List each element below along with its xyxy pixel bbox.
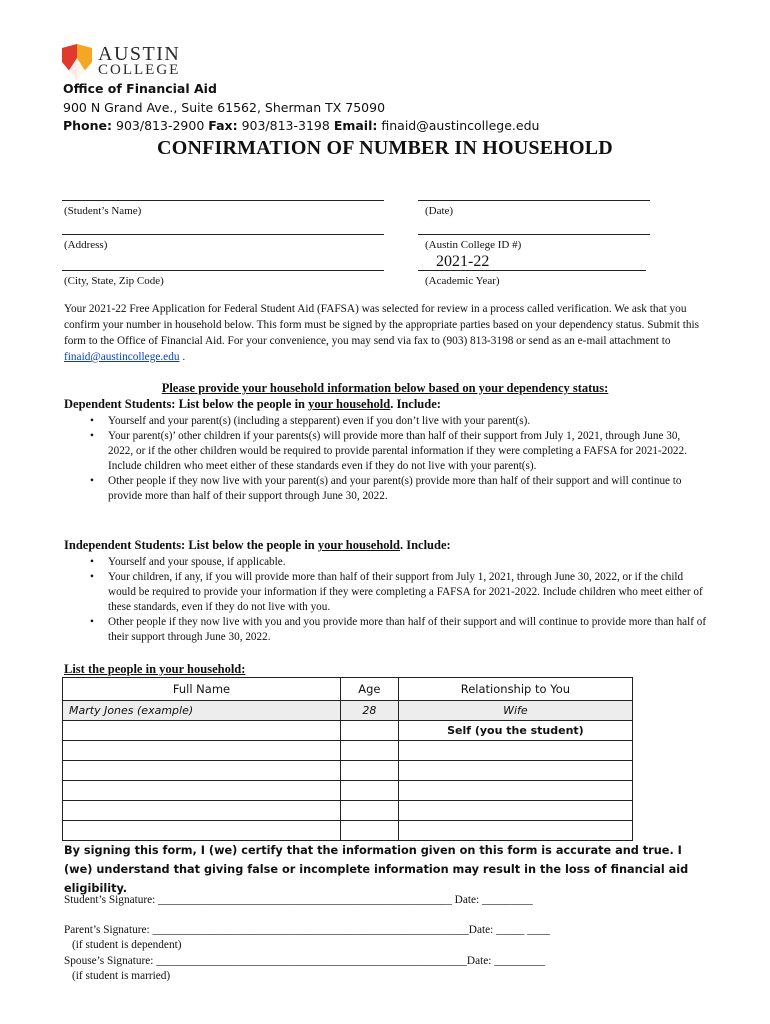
- address-label: (Address): [64, 239, 108, 251]
- college-id-field[interactable]: [418, 234, 650, 235]
- table-row: [63, 821, 633, 841]
- form-title: CONFIRMATION OF NUMBER IN HOUSEHOLD: [157, 137, 613, 159]
- dependent-heading: [64, 397, 441, 412]
- list-item: • Your parent(s)’ other children if your parents(s) will provide more than half of their support from July 1, 2021, through June 30, 2022, or if the other children would be required to provide parental information if they were completing a FAFSA for 2021-2022. Include children who meet either of these standards even if they do not live with your parent(s).: [85, 429, 697, 474]
- intro-text: Your 2021-22 Free Application for Federal Student Aid (FAFSA) was selected for review in a process called verification. We ask that you confirm your number in household below. This form must be signed by the appropriate parties based on your dependency status. Submit this form to the Office of Financial Aid. For your convenience, you may send via fax to (903) 813-3198 or send as an e-mail attachment to: [64, 303, 700, 347]
- phone-number: 903/813-2900: [116, 118, 205, 133]
- example-relationship: Wife: [398, 701, 632, 721]
- age-cell[interactable]: [340, 801, 398, 821]
- student-name-label: (Student’s Name): [64, 205, 142, 217]
- independent-heading-text: Independent Students: List below the people in: [64, 538, 318, 552]
- austin-college-logo: [62, 44, 192, 80]
- email-link[interactable]: finaid@austincollege.edu: [64, 351, 180, 363]
- intro-end: .: [179, 351, 186, 363]
- name-cell[interactable]: [63, 781, 341, 801]
- academic-year-label: (Academic Year): [425, 275, 500, 287]
- student-signature-line[interactable]: Student’s Signature: ____________________________________________________ Date: _________: [64, 894, 533, 906]
- phone-label: Phone:: [63, 118, 113, 133]
- header-full-name: Full Name: [63, 678, 341, 701]
- example-age: 28: [340, 701, 398, 721]
- city-state-zip-field[interactable]: [62, 270, 384, 271]
- logo-text-austin: AUSTIN: [98, 43, 181, 65]
- age-cell[interactable]: [340, 741, 398, 761]
- name-cell[interactable]: [63, 821, 341, 841]
- austin-college-shield-icon: [62, 44, 92, 80]
- college-id-label: (Austin College ID #): [425, 239, 522, 251]
- fax-number: 903/813-3198: [241, 118, 330, 133]
- office-name: Office of Financial Aid: [63, 81, 217, 96]
- email-label: Email:: [333, 118, 378, 133]
- list-item: • Yourself and your spouse, if applicable.: [85, 555, 710, 570]
- table-row: [63, 721, 633, 741]
- address-field[interactable]: [62, 234, 384, 235]
- header-age: Age: [340, 678, 398, 701]
- list-item: • Other people if they now live with you and you provide more than half of their support and will continue to provide more than half of their support through June 30, 2022.: [85, 615, 710, 645]
- city-state-zip-label: (City, State, Zip Code): [64, 275, 164, 287]
- fax-label: Fax:: [208, 118, 238, 133]
- age-cell[interactable]: [340, 721, 398, 741]
- list-item: • Your children, if any, if you will provide more than half of their support from July 1, 2021, through June 30, 2022, or if the child would be required to provide your information if they were completing a FAFSA for 2021-2022. Include children who meet either of these standards, even if they do not live with you.: [85, 570, 710, 615]
- dependent-list: [85, 414, 697, 504]
- name-cell[interactable]: [63, 741, 341, 761]
- parent-signature-note: (if student is dependent): [72, 939, 182, 951]
- relationship-cell[interactable]: [398, 821, 632, 841]
- list-item: • Yourself and your parent(s) (including a stepparent) even if you don’t live with your parent(s).: [85, 414, 697, 429]
- dependent-heading-end: . Include:: [390, 397, 441, 411]
- student-name-field[interactable]: [62, 200, 384, 201]
- logo-text-college: COLLEGE: [98, 62, 181, 78]
- household-table: [62, 677, 633, 841]
- parent-signature-line[interactable]: Parent’s Signature: ________________________________________________________Date: _____ ____: [64, 924, 550, 936]
- spouse-signature-note: (if student is married): [72, 970, 171, 982]
- table-row: [63, 781, 633, 801]
- table-row: [63, 761, 633, 781]
- independent-heading-end: . Include:: [399, 538, 451, 552]
- relationship-cell[interactable]: [398, 781, 632, 801]
- example-row: [63, 701, 633, 721]
- independent-list: [85, 555, 710, 645]
- table-row: [63, 801, 633, 821]
- independent-heading: [64, 538, 451, 553]
- certification-statement: By signing this form, I (we) certify that the information given on this form is accurate and true. I (we) understand that giving false or incomplete information may result in the loss of financial aid eligibility.: [64, 844, 689, 895]
- relationship-cell[interactable]: [398, 801, 632, 821]
- table-header-row: [63, 678, 633, 701]
- email-address: finaid@austincollege.edu: [381, 118, 540, 133]
- date-label: (Date): [425, 205, 454, 217]
- spouse-signature-line[interactable]: Spouse’s Signature: _______________________________________________________Date: _________: [64, 955, 546, 967]
- age-cell[interactable]: [340, 761, 398, 781]
- example-name: Marty Jones (example): [63, 701, 341, 721]
- section-title: Please provide your household information below based on your dependency status:: [161, 381, 609, 395]
- office-contact: [63, 118, 539, 133]
- relationship-cell[interactable]: [398, 741, 632, 761]
- age-cell[interactable]: [340, 781, 398, 801]
- age-cell[interactable]: [340, 821, 398, 841]
- office-address: 900 N Grand Ave., Suite 61562, Sherman TX 75090: [63, 100, 386, 115]
- relationship-cell[interactable]: [398, 761, 632, 781]
- dependent-heading-underline: your household: [308, 397, 391, 411]
- name-cell[interactable]: [63, 801, 341, 821]
- intro-paragraph: [64, 301, 714, 365]
- list-item: • Other people if they now live with your parent(s) and your parent(s) provide more than half of their support and will continue to provide more than half of their support through June 30, 2022.: [85, 474, 697, 504]
- dependent-heading-text: Dependent Students: List below the people in: [64, 397, 309, 411]
- name-cell[interactable]: [63, 761, 341, 781]
- academic-year-field[interactable]: [418, 270, 646, 271]
- table-caption: List the people in your household:: [64, 662, 246, 676]
- date-field[interactable]: [418, 200, 650, 201]
- header-relationship: Relationship to You: [398, 678, 632, 701]
- self-relationship-cell: Self (you the student): [398, 721, 632, 741]
- table-row: [63, 741, 633, 761]
- independent-heading-underline: your household: [317, 538, 400, 552]
- academic-year-value[interactable]: 2021-22: [436, 253, 490, 270]
- name-cell[interactable]: [63, 721, 341, 741]
